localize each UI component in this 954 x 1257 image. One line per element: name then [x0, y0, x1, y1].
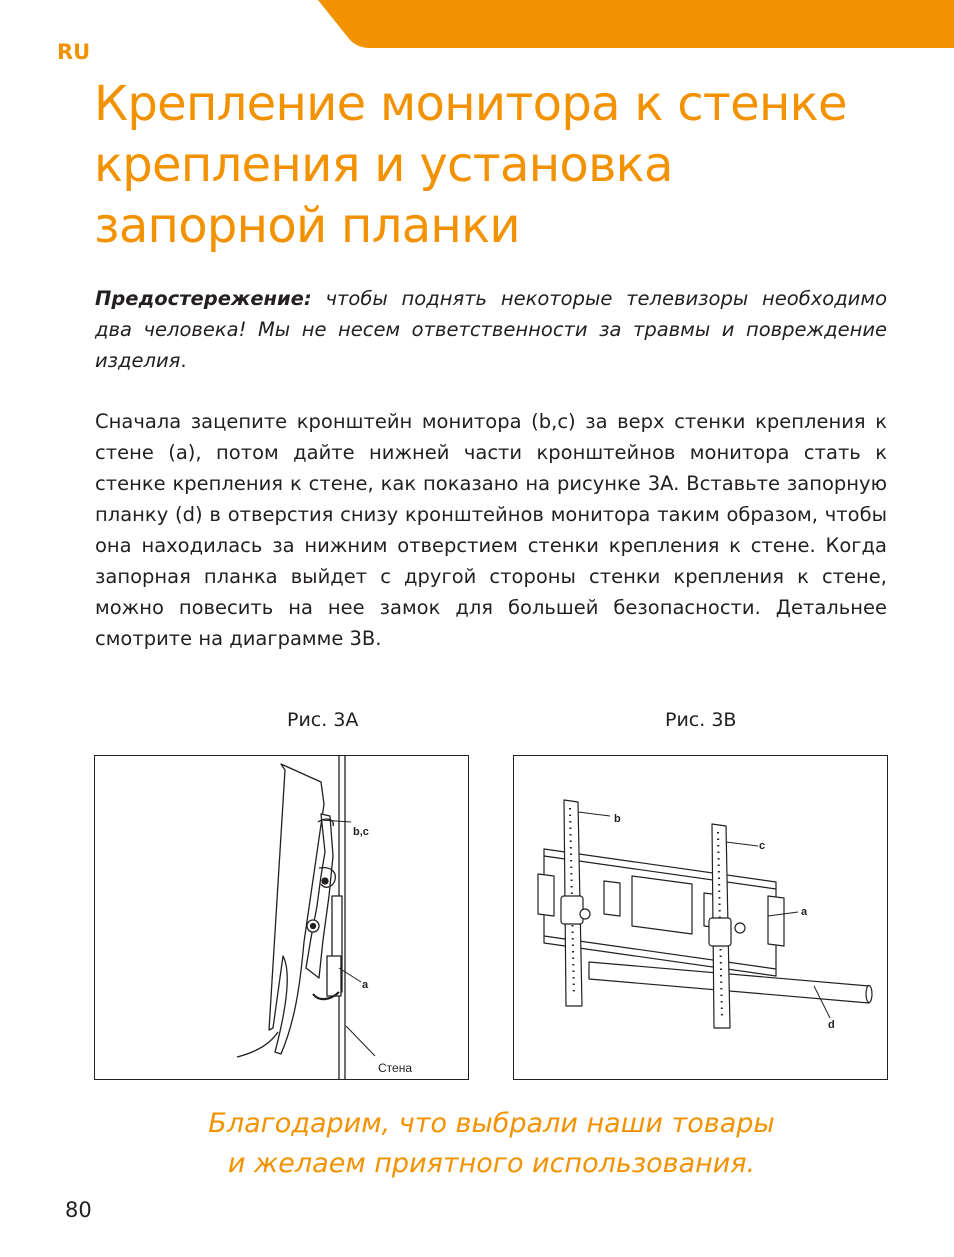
bracket-left-knob [580, 909, 590, 919]
bracket-right-hook [709, 918, 731, 946]
figure-3a-drawing [95, 756, 468, 1079]
leader-b [578, 812, 610, 816]
warning-label: Предостережение: [95, 287, 312, 310]
label-b: b [614, 813, 621, 825]
figure-3a-caption: Рис. 3A [287, 709, 359, 731]
page-number: 80 [65, 1198, 92, 1222]
label-bc: b,c [353, 826, 369, 838]
instruction-paragraph: Сначала зацепите кронштейн монитора (b,c) за верх стенки крепления к стене (a), потом дайте нижней части кронштейнов монитора стать к стенке крепления к стене, как показано на рисунке 3A. Вставьте запорную планку (d) в отверстия снизу кронштейнов монитора таким образом, чтобы она находилась за нижним отверстием стенки крепления к стене. Когда запорная планка выйдет с другой стороны стенки крепления к стене, можно повесить на нее замок для большей безопасности. Детальнее смотрите на диаграмме 3B. [95, 410, 887, 650]
closing-message [94, 1104, 889, 1184]
figure-3a [94, 755, 469, 1080]
bracket-pin [322, 878, 328, 884]
warning-paragraph [95, 283, 887, 376]
page-title-line-2: крепления и установка [94, 137, 673, 193]
page-title-line-3: запорной планки [94, 198, 520, 254]
wall-plate-flap-left [538, 874, 554, 916]
wall-plate-window [632, 876, 692, 934]
closing-line-2: и желаем приятного использования. [227, 1148, 756, 1179]
page-title-line-1: Крепление монитора к стенке [94, 76, 847, 132]
warning-end: . [180, 349, 187, 372]
warning-text: чтобы поднять некоторые телевизоры необходимо два человека! Мы не несем ответственности за травмы и повреждение изделия [95, 287, 887, 372]
label-a: a [801, 906, 808, 918]
figure-3b [513, 755, 888, 1080]
label-d: d [828, 1019, 835, 1031]
wall-plate-lower [327, 956, 341, 996]
label-a: a [362, 979, 369, 991]
figure-3b-drawing [514, 756, 887, 1079]
wall-plate-flap-right [768, 896, 784, 946]
page-title [94, 74, 914, 257]
tv-panel [269, 764, 324, 1054]
leader-wall [346, 1026, 375, 1056]
tv-edge [237, 1032, 278, 1057]
closing-line-1: Благодарим, что выбрали наши товары [208, 1108, 775, 1139]
label-wall: Стена [378, 1061, 413, 1075]
bracket-left-hook [561, 896, 583, 924]
header-orange-tab [0, 0, 954, 48]
language-label: RU [57, 40, 91, 64]
label-c: c [759, 840, 766, 852]
bracket-right-knob [735, 923, 745, 933]
figure-3b-caption: Рис. 3B [665, 709, 737, 731]
leader-c [726, 842, 758, 846]
